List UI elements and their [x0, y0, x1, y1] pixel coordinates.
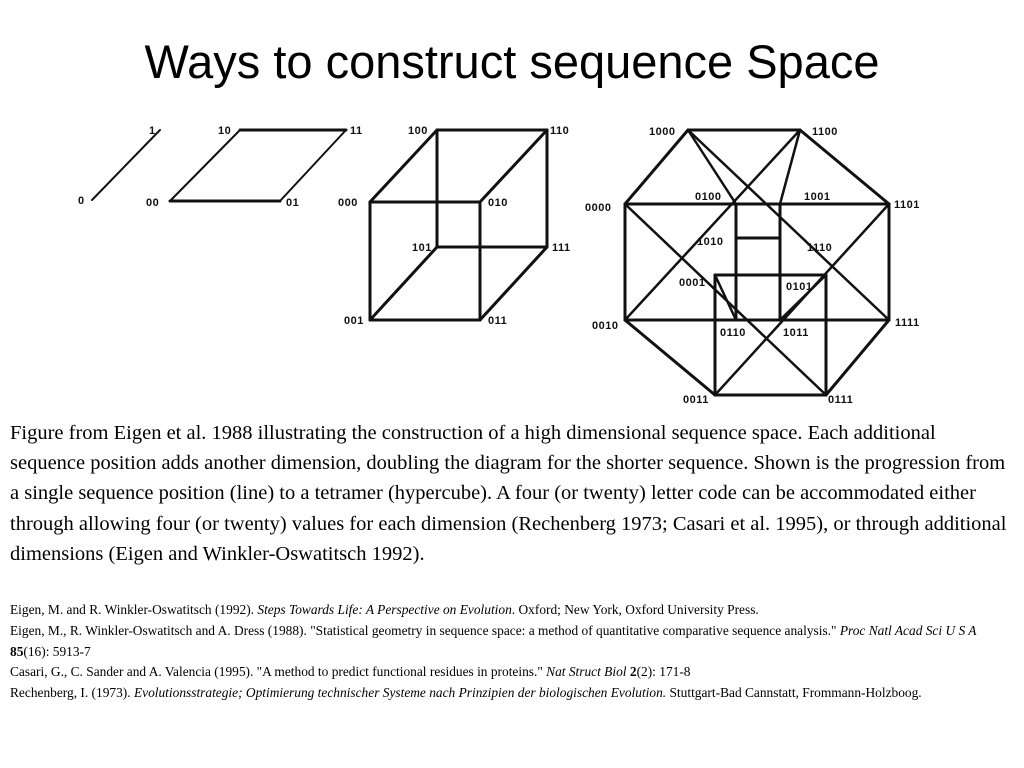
node-label: 101 [412, 242, 432, 254]
figure-caption: Figure from Eigen et al. 1988 illustrating the construction of a high dimensional sequence space. Each additional sequence position adds another dimension, doubling the diagram for the shorter sequence. Shown is the progression from a single sequence position (line) to a tetramer (hypercube). A four (or twenty) letter code can be accommodated either through allowing four (or twenty) values for each dimension (Rechenberg 1973; Casari et al. 1995), or through additional dimensions (Eigen and Winkler-Oswatitsch 1992). [10, 422, 1007, 565]
hypercube-diagram [585, 126, 920, 406]
node-label: 111 [552, 242, 571, 254]
node-label: 0001 [679, 277, 706, 289]
node-label: 010 [488, 197, 508, 209]
node-label: 1001 [804, 191, 831, 203]
node-label: 1 [149, 125, 156, 137]
node-label: 0 [78, 195, 85, 207]
references [10, 600, 1015, 704]
node-label: 0011 [683, 394, 709, 406]
node-label: 1111 [895, 317, 920, 329]
sequence-space-diagram [0, 110, 1024, 410]
reference-item: Rechenberg, I. (1973). Evolutionsstrategie; Optimierung technischer Systeme nach Prinzipien der biologischen Evolution. Stuttgart-Bad Cannstatt, Frommann-Holzboog. [10, 685, 922, 701]
node-label: 0010 [592, 320, 619, 332]
reference-item: Casari, G., C. Sander and A. Valencia (1995). "A method to predict functional residues in proteins." Nat Struct Biol 2(2): 171-8 [10, 664, 691, 680]
node-label: 1100 [812, 126, 838, 138]
node-label: 0100 [695, 191, 722, 203]
square-diagram [146, 125, 363, 209]
node-label: 0110 [720, 327, 746, 339]
node-label: 000 [338, 197, 358, 209]
node-label: 10 [218, 125, 232, 137]
node-label: 00 [146, 197, 160, 209]
node-label: 0000 [585, 202, 612, 214]
node-label: 1011 [783, 327, 809, 339]
node-label: 1110 [807, 242, 833, 254]
node-label: 01 [286, 197, 300, 209]
node-label: 1000 [649, 126, 676, 138]
node-label: 11 [350, 125, 363, 137]
line-diagram [78, 125, 160, 207]
slide-title: Ways to construct sequence Space [144, 35, 880, 88]
cube-diagram [338, 125, 571, 327]
reference-item: Eigen, M., R. Winkler-Oswatitsch and A. Dress (1988). "Statistical geometry in sequence space: a method of quantitative comparative sequence analysis." Proc Natl Acad Sci U S A 85(16): 5913-7 [10, 622, 977, 659]
node-label: 0111 [828, 394, 854, 406]
node-label: 001 [344, 315, 364, 327]
node-label: 1010 [697, 236, 724, 248]
node-label: 110 [550, 125, 570, 137]
node-label: 100 [408, 125, 428, 137]
reference-item: Eigen, M. and R. Winkler-Oswatitsch (1992). Steps Towards Life: A Perspective on Evolution. Oxford; New York, Oxford University Press. [10, 602, 759, 617]
node-label: 1101 [894, 199, 920, 211]
node-label: 0101 [786, 281, 813, 293]
node-label: 011 [488, 315, 508, 327]
